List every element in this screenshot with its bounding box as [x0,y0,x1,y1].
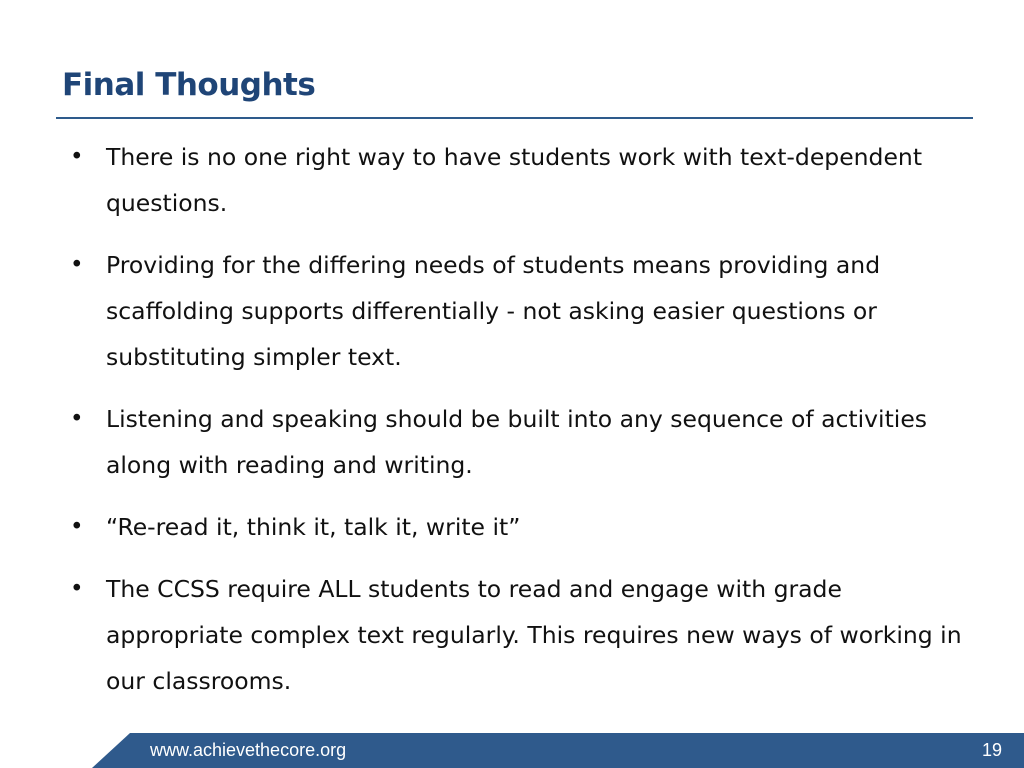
slide-title: Final Thoughts [62,67,316,103]
page-number: 19 [981,740,1002,760]
bullet-item [62,566,972,704]
bullet-icon: • [70,514,84,540]
bullet-text: There is no one right way to have students work with text-dependent questions. [106,143,923,217]
bullet-item [62,242,972,380]
bullet-text: Providing for the differing needs of students means providing and scaffolding supports differentially - not asking easier questions or substituting simpler text. [106,251,881,371]
bullet-icon: • [70,406,84,432]
bullet-icon: • [70,576,84,602]
bullet-item [62,504,972,550]
bullet-icon: • [70,144,84,170]
bullet-icon: • [70,252,84,278]
bullet-item [62,134,972,226]
bullet-item [62,396,972,488]
footer [0,733,1024,768]
bullet-text: The CCSS require ALL students to read and engage with grade appropriate complex text regularly. This requires new ways of working in our classrooms. [106,575,962,695]
bullet-text: “Re-read it, think it, talk it, write it” [106,513,521,541]
title-divider [56,117,973,119]
bullet-text: Listening and speaking should be built into any sequence of activities along with reading and writing. [106,405,928,479]
bullet-list [62,134,972,720]
footer-url[interactable]: www.achievethecore.org [150,740,347,760]
